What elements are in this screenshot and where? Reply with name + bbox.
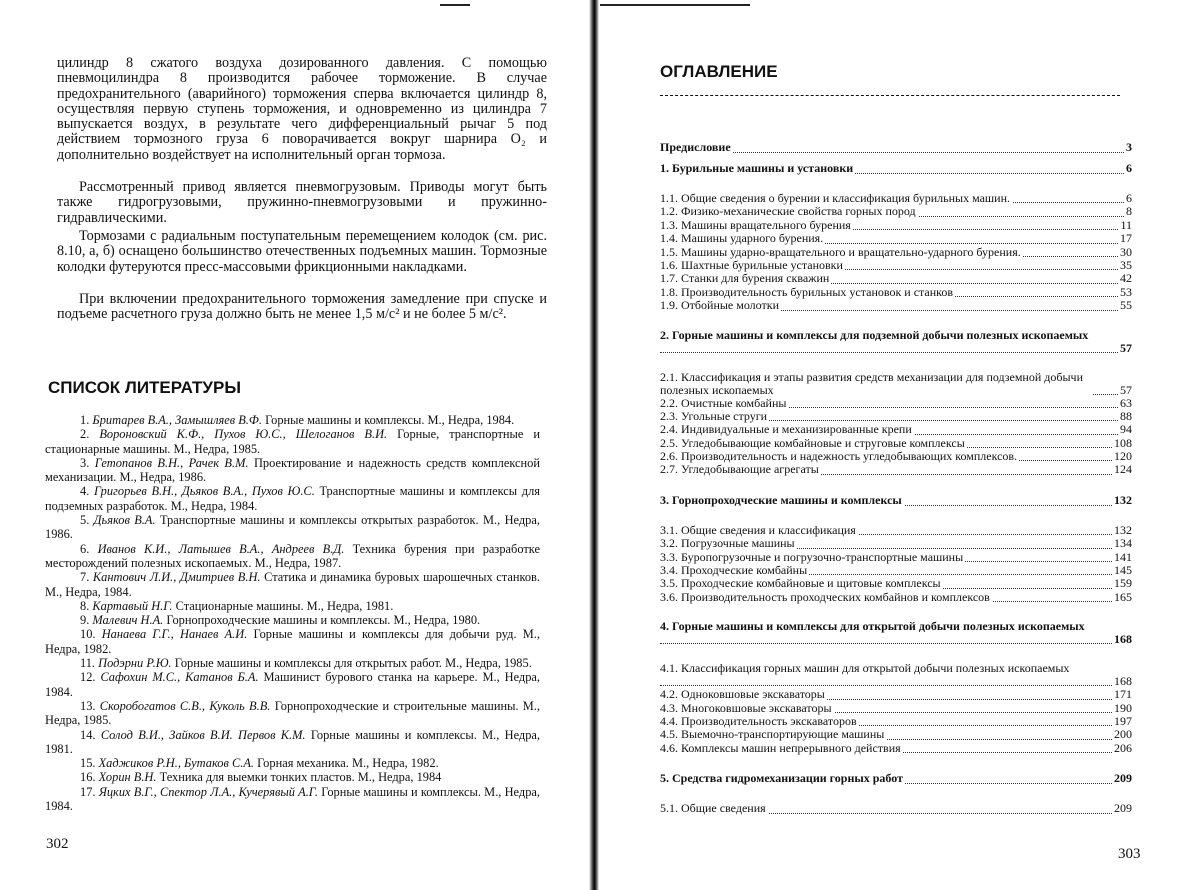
- toc-entry-page: 11: [1118, 219, 1132, 232]
- reference-number: 1.: [80, 413, 89, 427]
- reference-item: [45, 756, 540, 770]
- reference-item: [45, 785, 540, 814]
- toc-entry-page: 206: [1112, 742, 1132, 755]
- toc-entry-page: 57: [1118, 384, 1132, 397]
- toc-entry-page: 209: [1112, 771, 1132, 786]
- reference-text: Горные машины и комплексы. М., Недра, 1984.: [45, 785, 540, 813]
- toc-entry: [660, 463, 1132, 476]
- toc-entry-page: 132: [1112, 524, 1132, 537]
- toc-entry-page: 171: [1112, 688, 1132, 701]
- toc-entry-page: 63: [1118, 397, 1132, 410]
- reference-text: Горные машины и комплексы для добычи руд. М., Недра, 1982.: [45, 627, 540, 655]
- reference-authors: Бритарев В.А., Замышляев В.Ф.: [92, 413, 262, 427]
- toc-entry-title: 2.5. Угледобывающие комбайновые и струговые комплексы: [660, 437, 967, 450]
- reference-number: 15.: [80, 756, 96, 770]
- toc-entry: [660, 219, 1132, 232]
- toc-entry-title: 2.4. Индивидуальные и механизированные крепи: [660, 423, 914, 436]
- literature-title: СПИСОК ЛИТЕРАТУРЫ: [48, 378, 241, 398]
- reference-authors: Дьяков В.А.: [94, 513, 156, 527]
- leader-dots: [660, 352, 1132, 353]
- toc-entry-title: 1.4. Машины ударного бурения.: [660, 232, 825, 245]
- paragraph: Тормозами с радиальным поступательным перемещением колодок (см. рис. 8.10, а, б) оснащено большинство отечественных подъемных машин. Тормозные колодки футеруются пресс-массовыми фрикционными накладками.: [57, 229, 547, 275]
- toc-entry-title: 3.4. Проходческие комбайны: [660, 564, 809, 577]
- toc-entry-page: 159: [1112, 577, 1132, 590]
- table-of-contents: [660, 140, 1132, 816]
- toc-entry-title: 4.5. Выемочно-транспортирующие машины: [660, 728, 886, 741]
- reference-number: 10.: [80, 627, 96, 641]
- toc-entry-title: 3.3. Буропогрузочные и погрузочно-транспортные машины: [660, 551, 965, 564]
- toc-entry-page: 53: [1118, 286, 1132, 299]
- reference-number: 14.: [80, 728, 96, 742]
- toc-entry-page: 8: [1124, 205, 1132, 218]
- reference-number: 6.: [80, 542, 89, 556]
- reference-text: Стационарные машины. М., Недра, 1981.: [176, 599, 394, 613]
- toc-entry-page: 132: [1112, 493, 1132, 508]
- toc-entry: [660, 524, 1132, 537]
- reference-authors: Хорин В.Н.: [99, 770, 157, 784]
- reference-authors: Иванов К.И., Латышев В.А., Андреев В.Д.: [98, 542, 345, 556]
- reference-number: 7.: [80, 570, 89, 584]
- toc-entry-page: 190: [1112, 702, 1132, 715]
- page-number: 302: [46, 836, 69, 853]
- toc-entry: [660, 450, 1132, 463]
- toc-entry: [660, 564, 1132, 577]
- reference-number: 11.: [80, 656, 95, 670]
- reference-item: [45, 570, 540, 599]
- reference-authors: Гетопанов В.Н., Рачек В.М.: [95, 456, 249, 470]
- paragraph: Рассмотренный привод является пневмогрузовым. Приводы могут быть также гидрогрузовыми, пружинно-пневмогрузовыми и пружинно-гидравлическими.: [57, 180, 547, 226]
- toc-entry-title: 2. Горные машины и комплексы для подземной добычи полезных ископаемых: [660, 329, 1092, 342]
- toc-entry: [660, 423, 1132, 436]
- toc-entry-page: 168: [1112, 633, 1132, 646]
- toc-entry: [660, 537, 1132, 550]
- page-edge-mark: [440, 4, 470, 6]
- toc-entry-page: 145: [1112, 564, 1132, 577]
- toc-entry-title: 1.3. Машины вращательного бурения: [660, 219, 853, 232]
- reference-item: [45, 413, 540, 427]
- reference-item: [45, 542, 540, 571]
- reference-item: [45, 613, 540, 627]
- toc-entry-page: 6: [1124, 192, 1132, 205]
- toc-entry-page: 88: [1118, 410, 1132, 423]
- toc-entry: [660, 246, 1132, 259]
- toc-title: ОГЛАВЛЕНИЕ: [660, 62, 778, 82]
- toc-entry: [660, 371, 1132, 397]
- reference-number: 12.: [80, 670, 96, 684]
- toc-entry-title: 4.4. Производительность экскаваторов: [660, 715, 859, 728]
- reference-authors: Картавый Н.Г.: [92, 599, 172, 613]
- toc-entry-title: 3.1. Общие сведения и классификация: [660, 524, 858, 537]
- reference-text: Горные, транспортные и стационарные машины. М., Недра, 1985.: [45, 427, 540, 455]
- reference-text: Горные машины и комплексы. М., Недра, 1981.: [45, 728, 540, 756]
- reference-item: [45, 427, 540, 456]
- toc-entry-title: 4.3. Многоковшовые экскаваторы: [660, 702, 834, 715]
- toc-entry-title: 5. Средства гидромеханизации горных работ: [660, 771, 905, 785]
- paragraph: цилиндр 8 сжатого воздуха дозированного давления. С помощью пневмоцилиндра 8 производится рабочее торможение. В случае предохранительного (аварийного) торможения сперва включается цилиндр 8, осуществляя первую ступень торможения, и одновременно из цилиндра 7 выпускается воздух, в результате чего дифференциальный рычаг 5 под действием тормозного груза 6 поворачивается вокруг шарнира O₂ и дополнительно воздействует на исполнительный орган тормоза.: [57, 56, 547, 163]
- toc-chapter: [660, 620, 1132, 646]
- toc-entry: [660, 802, 1132, 815]
- toc-entry-page: 42: [1118, 272, 1132, 285]
- reference-item: [45, 770, 540, 784]
- toc-entry-page: 209: [1112, 802, 1132, 815]
- toc-entry: [660, 232, 1132, 245]
- reference-text: Транспортные машины и комплексы для подземных разработок. М., Недра, 1984.: [45, 484, 540, 512]
- reference-text: Горнопроходческие машины и комплексы. М., Недра, 1980.: [166, 613, 480, 627]
- toc-entry: [660, 577, 1132, 590]
- toc-entry: [660, 205, 1132, 218]
- toc-entry: [660, 742, 1132, 755]
- reference-item: [45, 670, 540, 699]
- toc-entry-page: 17: [1118, 232, 1132, 245]
- toc-entry-title: 3.2. Погрузочные машины: [660, 537, 797, 550]
- reference-authors: Малевич Н.А.: [92, 613, 163, 627]
- reference-text: Горные машины и комплексы. М., Недра, 1984.: [265, 413, 514, 427]
- toc-entry-title: 1.9. Отбойные молотки: [660, 299, 781, 312]
- toc-entry: [660, 286, 1132, 299]
- reference-text: Машинист бурового станка на карьере. М., Недра, 1984.: [45, 670, 540, 698]
- reference-number: 5.: [80, 513, 89, 527]
- toc-entry: [660, 591, 1132, 604]
- toc-entry-page: 6: [1124, 161, 1132, 176]
- toc-entry: [660, 259, 1132, 272]
- toc-entry: [660, 437, 1132, 450]
- toc-entry-title: 1.1. Общие сведения о бурении и классификация бурильных машин.: [660, 192, 1012, 205]
- toc-entry-page: 120: [1112, 450, 1132, 463]
- toc-entry: [660, 662, 1132, 688]
- toc-entry-title: 3.6. Производительность проходческих комбайнов и комплексов: [660, 591, 992, 604]
- toc-entry-title: 1.6. Шахтные бурильные установки: [660, 259, 845, 272]
- toc-entry: [660, 702, 1132, 715]
- reference-text: Горная механика. М., Недра, 1982.: [257, 756, 439, 770]
- leader-dots: [660, 685, 1132, 686]
- toc-entry: [660, 397, 1132, 410]
- toc-chapter: [660, 161, 1132, 176]
- reference-text: Горные машины и комплексы для открытых работ. М., Недра, 1985.: [175, 656, 532, 670]
- toc-entry-title: 2.6. Производительность и надежность угледобывающих комплексов.: [660, 450, 1019, 463]
- toc-entry: [660, 688, 1132, 701]
- toc-entry-page: 134: [1112, 537, 1132, 550]
- toc-entry-title: 1.7. Станки для бурения скважин: [660, 272, 831, 285]
- toc-entry-title: 2.3. Угольные струги: [660, 410, 769, 423]
- reference-authors: Подэрни Р.Ю.: [98, 656, 172, 670]
- toc-entry-page: 30: [1118, 246, 1132, 259]
- toc-chapter: [660, 140, 1132, 155]
- reference-authors: Солод В.И., Зайков В.И. Первов К.М.: [101, 728, 306, 742]
- reference-list: [45, 413, 540, 813]
- reference-authors: Кантович Л.И., Дмитриев В.Н.: [93, 570, 261, 584]
- reference-item: [45, 699, 540, 728]
- reference-number: 16.: [80, 770, 96, 784]
- reference-text: Статика и динамика буровых шарошечных станков. М., Недра, 1984.: [45, 570, 540, 598]
- reference-number: 8.: [80, 599, 89, 613]
- reference-authors: Скоробогатов С.В., Куколь В.В.: [100, 699, 271, 713]
- toc-entry-page: 108: [1112, 437, 1132, 450]
- toc-entry: [660, 272, 1132, 285]
- toc-entry-page: 55: [1118, 299, 1132, 312]
- reference-authors: Вороновский К.Ф., Пухов Ю.С., Шелоганов В.И.: [99, 427, 387, 441]
- toc-entry-title: 2.2. Очистные комбайны: [660, 397, 788, 410]
- toc-entry-title: Предисловие: [660, 140, 733, 154]
- reference-authors: Григорьев В.Н., Дьяков В.А., Пухов Ю.С.: [94, 484, 315, 498]
- toc-entry-page: 168: [1112, 675, 1132, 688]
- reference-number: 3.: [80, 456, 89, 470]
- reference-item: [45, 484, 540, 513]
- reference-number: 2.: [80, 427, 89, 441]
- toc-entry: [660, 192, 1132, 205]
- reference-authors: Хаджиков Р.Н., Бутаков С.А.: [99, 756, 254, 770]
- toc-entry: [660, 410, 1132, 423]
- reference-text: Горнопроходческие и строительные машины. М., Недра, 1985.: [45, 699, 540, 727]
- leader-dots: [660, 643, 1132, 644]
- toc-entry-page: 197: [1112, 715, 1132, 728]
- reference-text: Проектирование и надежность средств комплексной механизации. М., Недра, 1986.: [45, 456, 540, 484]
- reference-item: [45, 513, 540, 542]
- toc-entry-page: 35: [1118, 259, 1132, 272]
- book-gutter: [589, 0, 599, 890]
- toc-chapter: [660, 329, 1132, 355]
- toc-entry-title: 4. Горные машины и комплексы для открытой добычи полезных ископаемых: [660, 620, 1092, 633]
- toc-entry-page: 3: [1124, 140, 1132, 155]
- toc-entry-page: 200: [1112, 728, 1132, 741]
- reference-text: Транспортные машины и комплексы открытых разработок. М., Недра, 1986.: [45, 513, 540, 541]
- toc-entry-title: 1.8. Производительность бурильных установок и станков: [660, 286, 955, 299]
- toc-entry: [660, 299, 1132, 312]
- toc-entry: [660, 551, 1132, 564]
- toc-entry: [660, 715, 1132, 728]
- toc-entry-title: 4.1. Классификация горных машин для открытой добычи полезных ископаемых: [660, 662, 1092, 675]
- reference-authors: Сафохин М.С., Катанов Б.А.: [100, 670, 258, 684]
- toc-entry-title: 2.7. Угледобывающие агрегаты: [660, 463, 821, 476]
- reference-text: Техника бурения при разработке месторождений полезных ископаемых. М., Недра, 1987.: [45, 542, 540, 570]
- toc-entry-title: 2.1. Классификация и этапы развития средств механизации для подземной добычи полезных ископаемых: [660, 371, 1092, 397]
- toc-entry-title: 5.1. Общие сведения: [660, 802, 768, 815]
- reference-authors: Нанаева Г.Г., Нанаев А.И.: [102, 627, 248, 641]
- toc-entry-title: 3.5. Проходческие комбайновые и щитовые комплексы: [660, 577, 943, 590]
- reference-authors: Яцких В.Г., Спектор Л.А., Кучерявый А.Г.: [99, 785, 318, 799]
- paragraph: При включении предохранительного торможения замедление при спуске и подъеме расчетного груза должно быть не менее 1,5 м/с² и не более 5 м/с².: [57, 292, 547, 323]
- toc-entry-title: 4.2. Одноковшовые экскаваторы: [660, 688, 827, 701]
- reference-number: 17.: [80, 785, 96, 799]
- reference-item: [45, 627, 540, 656]
- reference-number: 4.: [80, 484, 89, 498]
- toc-entry-page: 141: [1112, 551, 1132, 564]
- toc-divider: [660, 95, 1120, 96]
- reference-item: [45, 599, 540, 613]
- toc-entry-page: 57: [1118, 342, 1132, 355]
- toc-entry-title: 3. Горнопроходческие машины и комплексы: [660, 493, 904, 507]
- reference-number: 13.: [80, 699, 96, 713]
- toc-chapter: [660, 771, 1132, 786]
- toc-entry-title: 1.2. Физико-механические свойства горных пород: [660, 205, 918, 218]
- reference-text: Техника для выемки тонких пластов. М., Недра, 1984: [160, 770, 442, 784]
- page-number: 303: [1118, 846, 1141, 863]
- toc-chapter: [660, 493, 1132, 508]
- reference-number: 9.: [80, 613, 89, 627]
- toc-entry-title: 1.5. Машины ударно-вращательного и вращательно-ударного бурения.: [660, 246, 1023, 259]
- reference-item: [45, 656, 540, 670]
- toc-entry-title: 4.6. Комплексы машин непрерывного действия: [660, 742, 903, 755]
- reference-item: [45, 456, 540, 485]
- toc-entry-page: 94: [1118, 423, 1132, 436]
- left-page: [0, 0, 590, 890]
- toc-entry-page: 124: [1112, 463, 1132, 476]
- reference-item: [45, 728, 540, 757]
- toc-entry-page: 165: [1112, 591, 1132, 604]
- page-edge-mark: [600, 4, 750, 6]
- toc-entry-title: 1. Бурильные машины и установки: [660, 161, 855, 175]
- toc-entry: [660, 728, 1132, 741]
